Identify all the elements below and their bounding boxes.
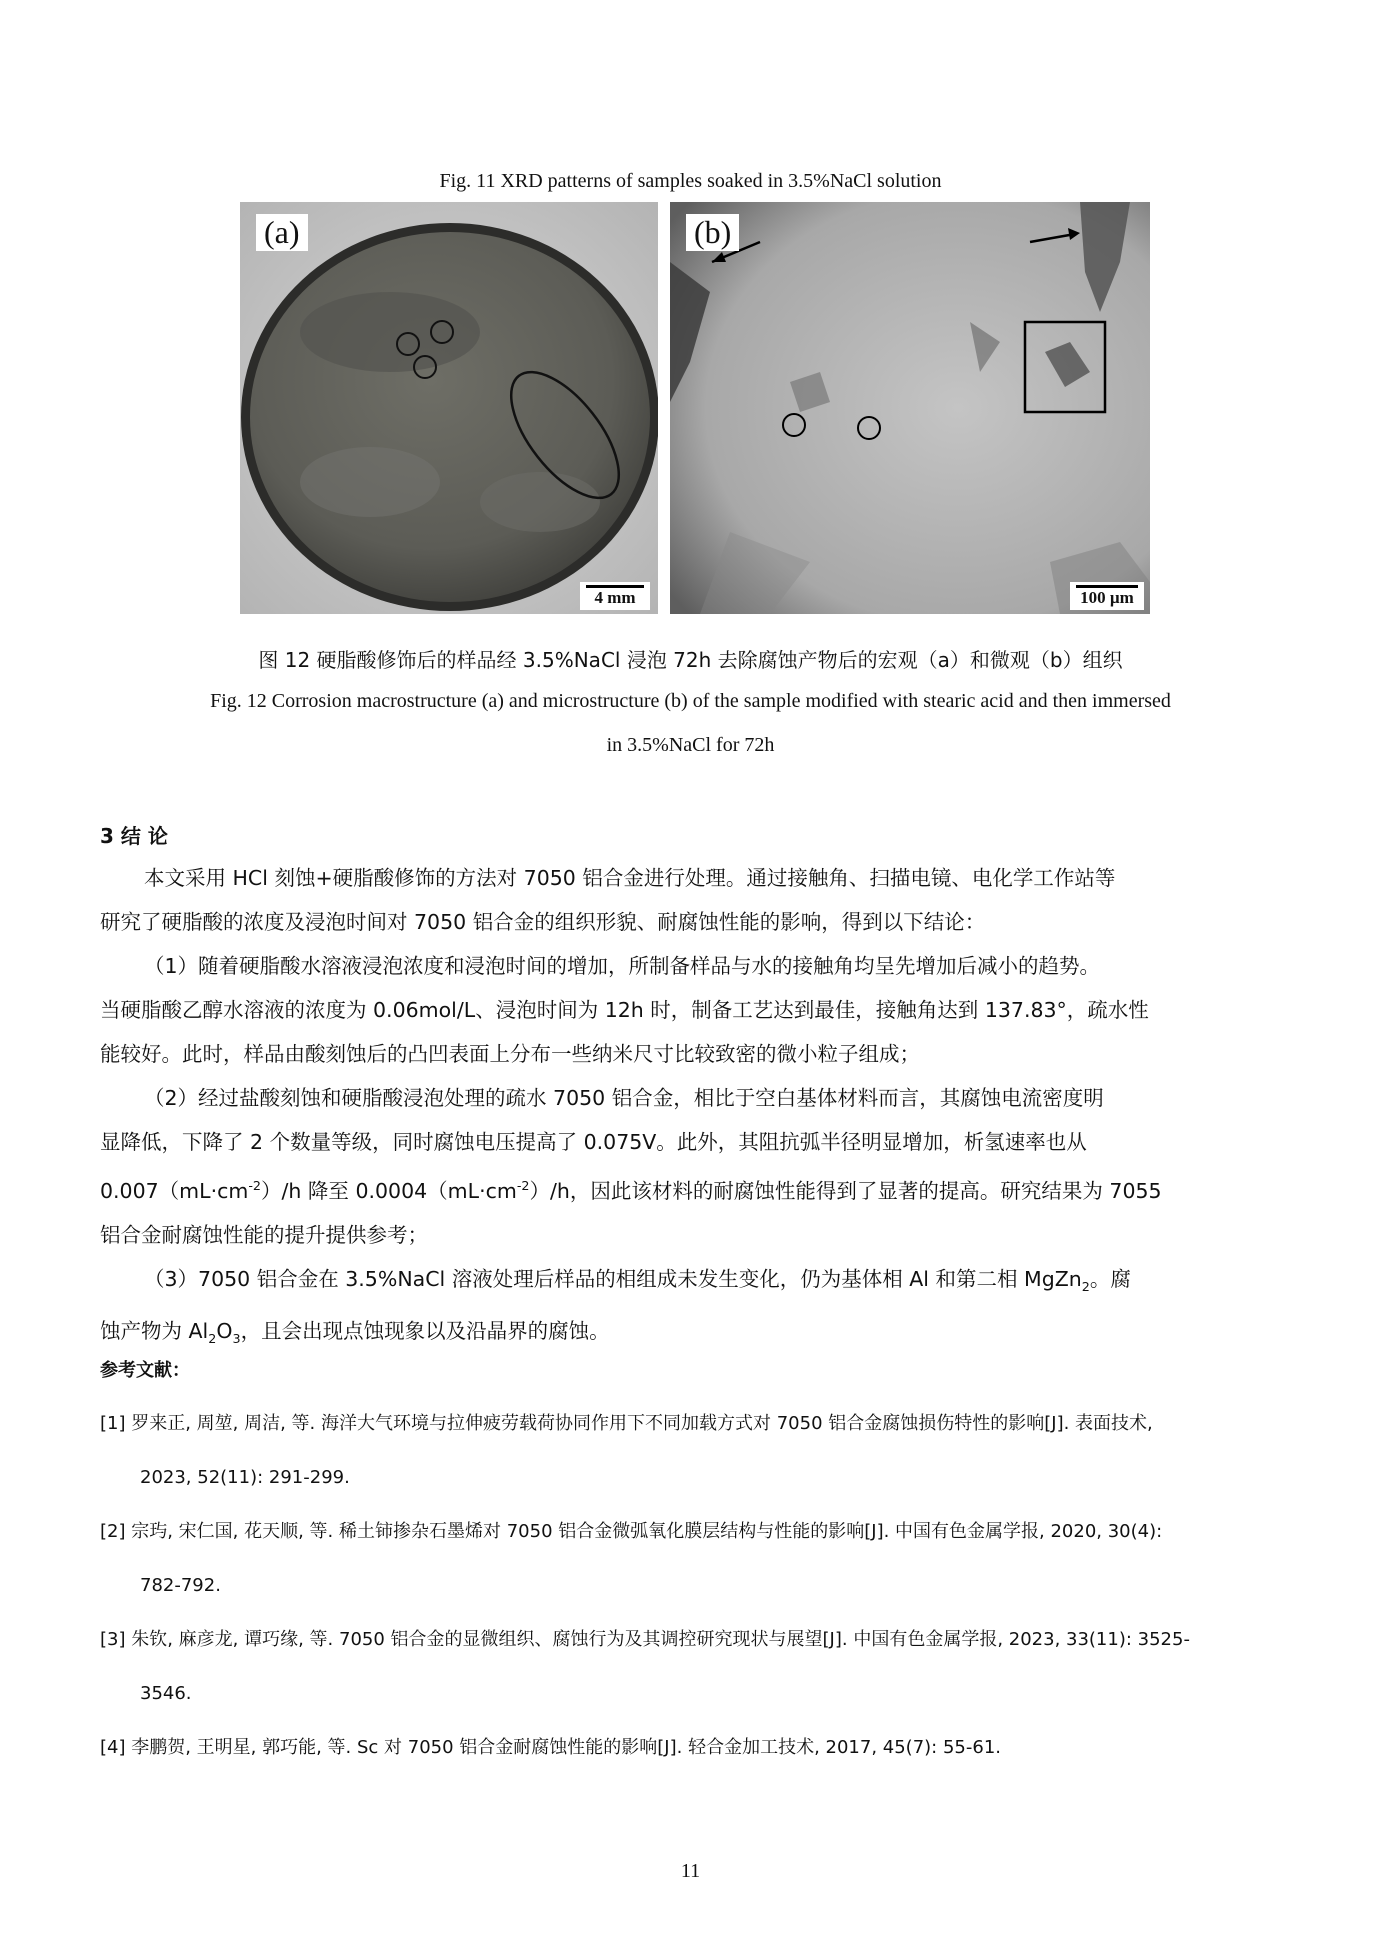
conclusion-2-line3: $0.007(mL\cdot cm^{-2})/h$ 降至 $0.0004(mL\cdot cm^{-2})/h$，因此该材料的耐腐蚀性能得到了显著的提高。研究结果为 7055 — [100, 1178, 1162, 1203]
conclusion-2-line2: 显降低，下降了 2 个数量等级，同时腐蚀电压提高了 0.075V。此外，其阻抗弧半径明显增加，析氢速率也从 — [100, 1130, 1087, 1154]
reference-1-line1: [1] 罗来正, 周堃, 周洁, 等. 海洋大气环境与拉伸疲劳载荷协同作用下不同加载方式对 7050 铝合金腐蚀损伤特性的影响[J]. 表面技术, — [100, 1413, 1153, 1434]
figure-panel-a — [240, 202, 658, 614]
conclusion-3-line1: （3）7050 铝合金在 3.5%NaCl 溶液处理后样品的相组成未发生变化，仍为基体相 Al 和第二相 MgZn$_2$。腐 — [144, 1266, 1131, 1294]
conclusion-2-line4: 铝合金耐腐蚀性能的提升提供参考； — [100, 1222, 428, 1247]
intro-line2: 研究了硬脂酸的浓度及浸泡时间对 7050 铝合金的组织形貌、耐腐蚀性能的影响，得到以下结论： — [100, 910, 986, 934]
conclusion-2-line1: （2）经过盐酸刻蚀和硬脂酸浸泡处理的疏水 7050 铝合金，相比于空白基体材料而言，其腐蚀电流密度明 — [144, 1086, 1104, 1110]
panel-b-label: (b) — [686, 214, 739, 251]
conclusion-1-line3: 能较好。此时，样品由酸刻蚀后的凸凹表面上分布一些纳米尺寸比较致密的微小粒子组成； — [100, 1042, 920, 1066]
page-number: 11 — [680, 1860, 701, 1882]
reference-4-line1: [4] 李鹏贺, 王明星, 郭巧能, 等. Sc 对 7050 铝合金耐腐蚀性能的影响[J]. 轻合金加工技术, 2017, 45(7): 55-61. — [100, 1737, 1001, 1758]
scale-bar-a-label: 4 mm — [594, 588, 636, 607]
reference-3-line1: [3] 朱钦, 麻彦龙, 谭巧缘, 等. 7050 铝合金的显微组织、腐蚀行为及其调控研究现状与展望[J]. 中国有色金属学报, 2023, 33(11): 3525- — [100, 1629, 1190, 1650]
reference-2-line1: [2] 宗玙, 宋仁国, 花天顺, 等. 稀土铈掺杂石墨烯对 7050 铝合金微弧氧化膜层结构与性能的影响[J]. 中国有色金属学报, 2020, 30(4): — [100, 1521, 1163, 1542]
reference-1-line2: 2023, 52(11): 291-299. — [140, 1467, 350, 1488]
reference-2-line2: 782-792. — [140, 1575, 221, 1596]
conclusion-1-line2: 当硬脂酸乙醇水溶液的浓度为 0.06mol/L、浸泡时间为 12h 时，制备工艺达到最佳，接触角达到 137.83°，疏水性 — [100, 998, 1149, 1022]
microstructure-image — [670, 202, 1150, 614]
references-list — [100, 1397, 1290, 1775]
figure-panel-b — [670, 202, 1150, 614]
panel-a-label: (a) — [256, 214, 308, 251]
scale-bar-b-label: 100 µm — [1080, 588, 1134, 607]
conclusion-body — [100, 856, 1283, 1361]
scale-bar-b — [1070, 582, 1144, 610]
conclusion-1-line1: （1）随着硬脂酸水溶液浸泡浓度和浸泡时间的增加，所制备样品与水的接触角均呈先增加后减小的趋势。 — [144, 954, 1101, 978]
conclusion-3-line2: 蚀产物为 $Al_2O_3$，且会出现点蚀现象以及沿晶界的腐蚀。 — [100, 1318, 610, 1347]
fig11-caption: Fig. 11 XRD patterns of samples soaked in 3.5%NaCl solution — [439, 170, 942, 192]
fig12-caption-en-line1: Fig. 12 Corrosion macrostructure (a) and microstructure (b) of the sample modified with stearic acid and then immersed — [210, 690, 1171, 712]
reference-3-line2: 3546. — [140, 1683, 192, 1704]
fig12-caption-en-line2: in 3.5%NaCl for 72h — [606, 734, 775, 756]
macrostructure-image — [240, 202, 658, 614]
section-title: 3 结 论 — [100, 824, 168, 848]
fig12-caption-zh: 图 12 硬脂酸修饰后的样品经 3.5%NaCl 浸泡 72h 去除腐蚀产物后的宏观（a）和微观（b）组织 — [258, 648, 1123, 672]
intro-line1: 本文采用 HCl 刻蚀+硬脂酸修饰的方法对 7050 铝合金进行处理。通过接触角、扫描电镜、电化学工作站等 — [144, 866, 1116, 890]
references-title: 参考文献： — [100, 1360, 190, 1381]
scale-bar-a — [580, 582, 650, 610]
